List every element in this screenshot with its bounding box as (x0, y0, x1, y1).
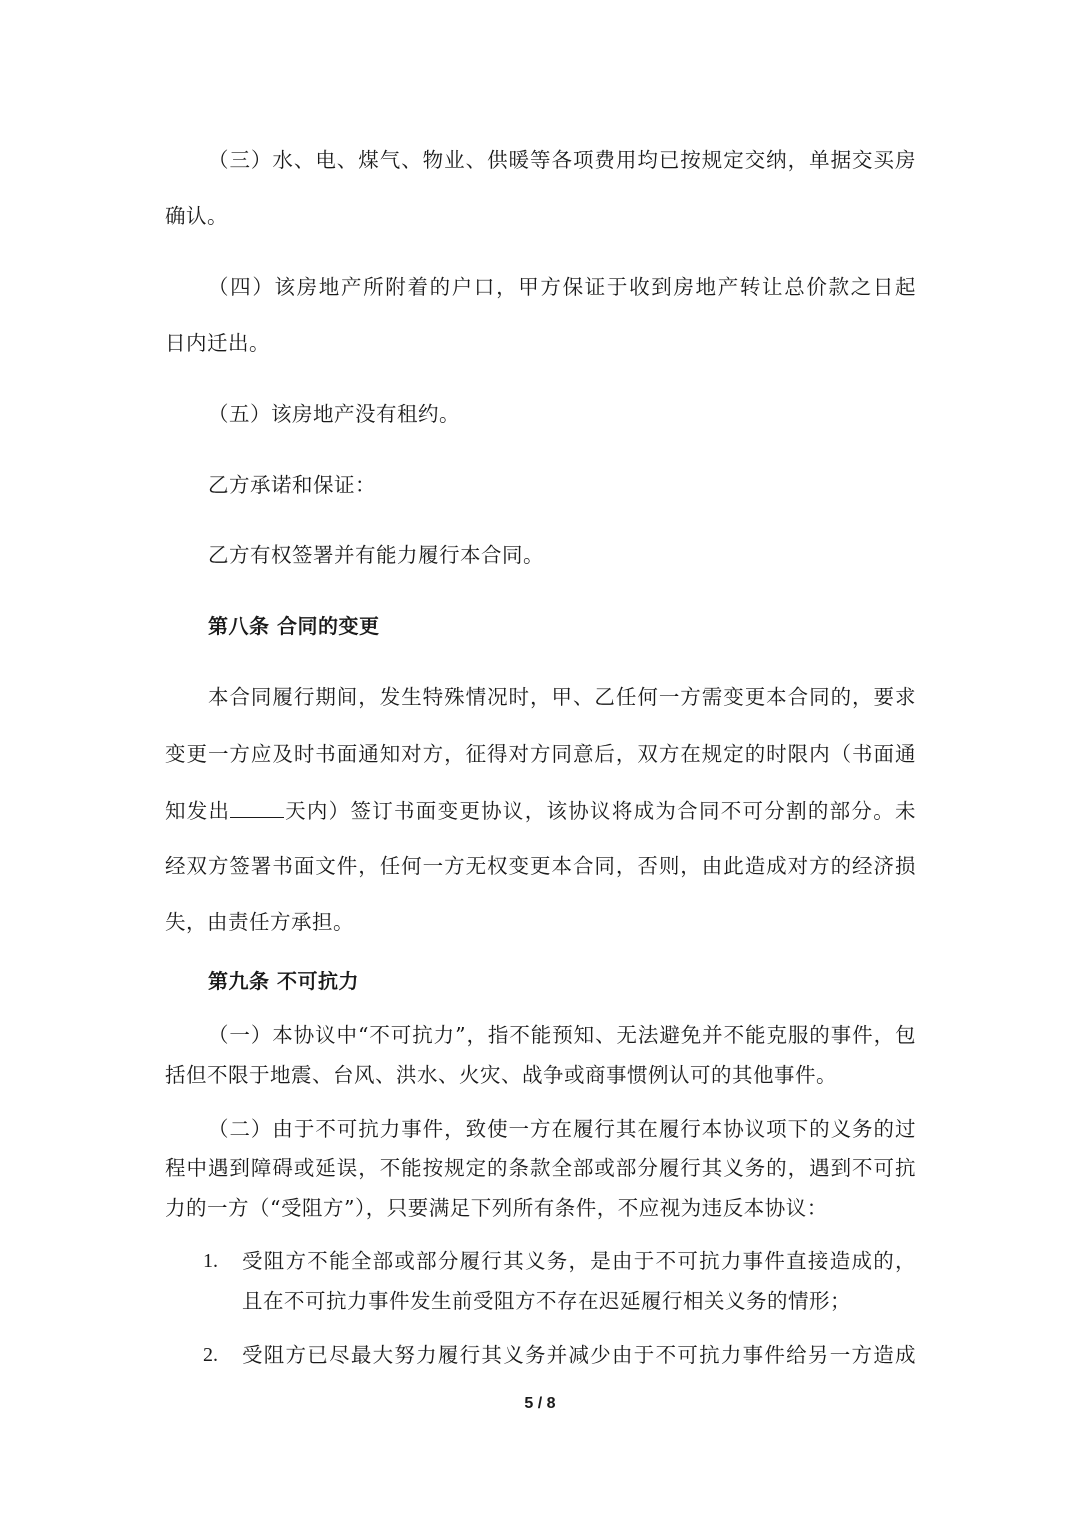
article-9-clause-2-line-1: （二）由于不可抗力事件，致使一方在履行其在履行本协议项下的义务的过 (208, 1117, 916, 1141)
party-b-heading: 乙方承诺和保证： (208, 473, 376, 497)
article-8-line-4: 经双方签署书面文件，任何一方无权变更本合同，否则，由此造成对方的经济损 (165, 854, 916, 878)
page-number: 5 / 8 (524, 1395, 556, 1412)
list-item-number: 2. (203, 1344, 218, 1366)
article-8-line-2: 变更一方应及时书面通知对方，征得对方同意后，双方在规定的时限内（书面通 (165, 742, 916, 766)
article-8-line-3-start: 知发出 (165, 799, 231, 823)
blank-days-field (230, 797, 284, 818)
article-9-title: 第九条 不可抗力 (208, 969, 359, 993)
article-8-line-5: 失，由责任方承担。 (165, 910, 354, 934)
article-8-line-3-end: 天内）签订书面变更协议，该协议将成为合同不可分割的部分。未 (284, 799, 916, 823)
list-item-1-line-1: 受阻方不能全部或部分履行其义务，是由于不可抗力事件直接造成的， (242, 1249, 916, 1273)
article-8-line-1: 本合同履行期间，发生特殊情况时，甲、乙任何一方需变更本合同的，要求 (208, 685, 916, 709)
clause-3-line-1: （三）水、电、煤气、物业、供暖等各项费用均已按规定交纳，单据交买房 (208, 148, 916, 172)
article-8-title: 第八条 合同的变更 (208, 614, 380, 638)
list-item-number: 1. (203, 1250, 218, 1272)
article-9-clause-1-line-2: 括但不限于地震、台风、洪水、火灾、战争或商事惯例认可的其他事件。 (165, 1063, 837, 1087)
list-item-2-line-1: 受阻方已尽最大努力履行其义务并减少由于不可抗力事件给另一方造成 (242, 1343, 916, 1367)
clause-4-line-1: （四）该房地产所附着的户口，甲方保证于收到房地产转让总价款之日起 (208, 275, 916, 299)
article-9-clause-2-line-3: 力的一方（“受阻方”），只要满足下列所有条件，不应视为违反本协议： (165, 1196, 828, 1220)
clause-5: （五）该房地产没有租约。 (208, 402, 460, 426)
list-item-1-line-2: 且在不可抗力事件发生前受阻方不存在迟延履行相关义务的情形； (242, 1289, 851, 1313)
article-9-clause-1-line-1: （一）本协议中“不可抗力”，指不能预知、无法避免并不能克服的事件，包 (208, 1023, 916, 1047)
clause-4-line-2: 日内迁出。 (165, 331, 270, 355)
party-b-text: 乙方有权签署并有能力履行本合同。 (208, 543, 544, 567)
article-9-clause-2-line-2: 程中遇到障碍或延误，不能按规定的条款全部或部分履行其义务的，遇到不可抗 (165, 1156, 916, 1180)
clause-3-line-2: 确认。 (165, 204, 228, 228)
article-8-line-3 (165, 797, 916, 824)
